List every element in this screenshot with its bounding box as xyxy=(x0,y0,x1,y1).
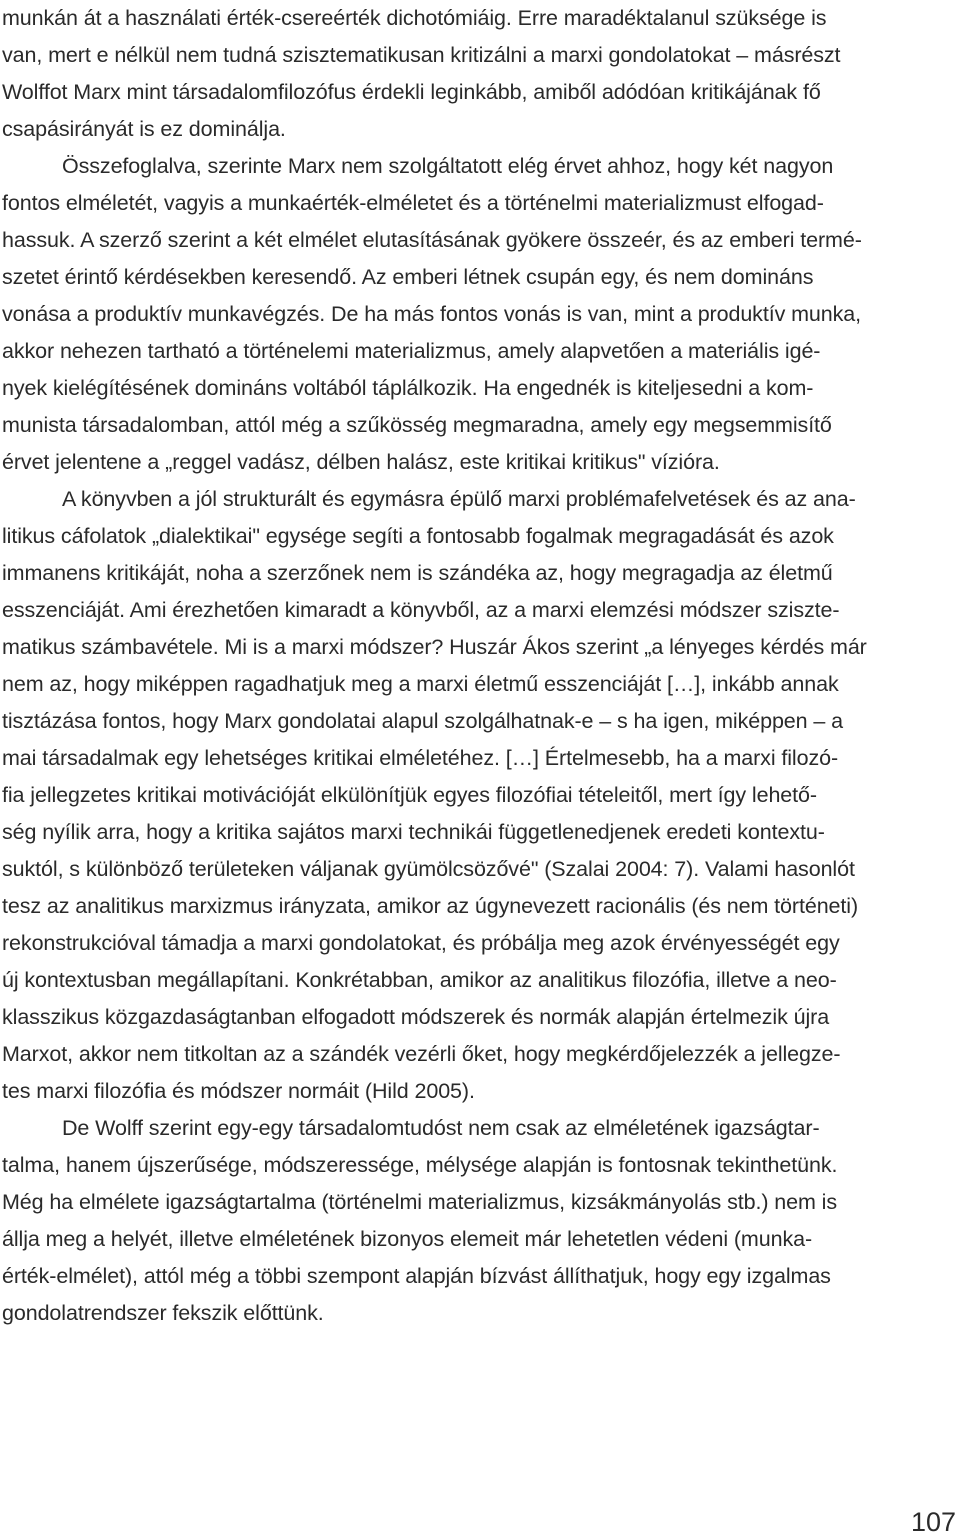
text-line: érték-elmélet), attól még a többi szempont alapján bízvást állíthatjuk, hogy egy izgalmas xyxy=(2,1264,831,1288)
text-line: nyek kielégítésének domináns voltából táplálkozik. Ha engednék is kiteljesedni a kom- xyxy=(2,376,814,400)
text-line: hassuk. A szerző szerint a két elmélet elutasításának gyökere összeér, és az emberi termé- xyxy=(2,228,862,252)
text-line: tisztázása fontos, hogy Marx gondolatai alapul szolgálhatnak-e – s ha igen, miképpen – a xyxy=(2,709,843,733)
text-line: Még ha elmélete igazságtartalma (történelmi materializmus, kizsákmányolás stb.) nem is xyxy=(2,1190,837,1214)
text-line: fia jellegzetes kritikai motivációját elkülönítjük egyes filozófiai tételeitől, mert így lehető- xyxy=(2,783,817,807)
text-line: akkor nehezen tartható a történelemi materializmus, amely alapvetően a materiális igé- xyxy=(2,339,821,363)
text-line: talma, hanem újszerűsége, módszeressége, mélysége alapján is fontosnak tekinthetünk. xyxy=(2,1153,838,1177)
text-line: tesz az analitikus marxizmus irányzata, amikor az úgynevezett racionális (és nem történeti) xyxy=(2,894,859,918)
text-line: Összefoglalva, szerinte Marx nem szolgáltatott elég érvet ahhoz, hogy két nagyon xyxy=(62,154,834,178)
text-line: érvet jelentene a „reggel vadász, délben halász, este kritikai kritikus" vízióra. xyxy=(2,450,720,474)
text-line: Wolffot Marx mint társadalomfilozófus érdekli leginkább, amiből adódóan kritikájának fő xyxy=(2,80,821,104)
text-line: rekonstrukcióval támadja a marxi gondolatokat, és próbálja meg azok érvényességét egy xyxy=(2,931,840,955)
text-line: Marxot, akkor nem titkoltan az a szándék vezérli őket, hogy megkérdőjelezzék a jellegze- xyxy=(2,1042,841,1066)
text-line: klasszikus közgazdaságtanban elfogadott módszerek és normák alapján értelmezik újra xyxy=(2,1005,830,1029)
text-line: gondolatrendszer fekszik előttünk. xyxy=(2,1301,324,1325)
text-line: munkán át a használati érték-csereérték dichotómiáig. Erre maradéktalanul szüksége is xyxy=(2,6,827,30)
text-line: De Wolff szerint egy-egy társadalomtudóst nem csak az elméletének igazságtar- xyxy=(62,1116,820,1140)
text-line: ség nyílik arra, hogy a kritika sajátos marxi technikái függetlenedjenek eredeti kontextu- xyxy=(2,820,825,844)
page-number: 107 xyxy=(910,1507,956,1537)
text-line: van, mert e nélkül nem tudná szisztematikusan kritizálni a marxi gondolatokat – másrészt xyxy=(2,43,841,67)
text-line: matikus számbavétele. Mi is a marxi módszer? Huszár Ákos szerint „a lényeges kérdés már xyxy=(2,635,867,659)
text-line: nem az, hogy miképpen ragadhatjuk meg a marxi életmű esszenciáját […], inkább annak xyxy=(2,672,839,696)
text-line: suktól, s különböző területeken váljanak gyümölcsözővé" (Szalai 2004: 7). Valami hasonlót xyxy=(2,857,855,881)
text-line: munista társadalomban, attól még a szűkösség megmaradna, amely egy megsemmisítő xyxy=(2,413,832,437)
text-line: immanens kritikáját, noha a szerzőnek nem is szándéka az, hogy megragadja az életmű xyxy=(2,561,833,585)
text-line: mai társadalmak egy lehetséges kritikai elméletéhez. […] Értelmesebb, ha a marxi filozó- xyxy=(2,746,839,770)
text-line: A könyvben a jól strukturált és egymásra épülő marxi problémafelvetések és az ana- xyxy=(62,487,856,511)
text-line: vonása a produktív munkavégzés. De ha más fontos vonás is van, mint a produktív munka, xyxy=(2,302,862,326)
text-line: szetet érintő kérdésekben keresendő. Az emberi létnek csupán egy, és nem domináns xyxy=(2,265,814,289)
text-line: csapásirányát is ez dominálja. xyxy=(2,117,286,141)
text-line: új kontextusban megállapítani. Konkrétabban, amikor az analitikus filozófia, illetve a neo- xyxy=(2,968,837,992)
text-line: tes marxi filozófia és módszer normáit (Hild 2005). xyxy=(2,1079,475,1103)
text-line: esszenciáját. Ami érezhetően kimaradt a könyvből, az a marxi elemzési módszer sziszte- xyxy=(2,598,840,622)
text-line: fontos elméletét, vagyis a munkaérték-elméletet és a történelmi materializmust elfogad- xyxy=(2,191,824,215)
text-line: litikus cáfolatok „dialektikai" egysége segíti a fontosabb fogalmak megragadását és azok xyxy=(2,524,834,548)
text-line: állja meg a helyét, illetve elméletének bizonyos elemeit már lehetetlen védeni (munka- xyxy=(2,1227,813,1251)
